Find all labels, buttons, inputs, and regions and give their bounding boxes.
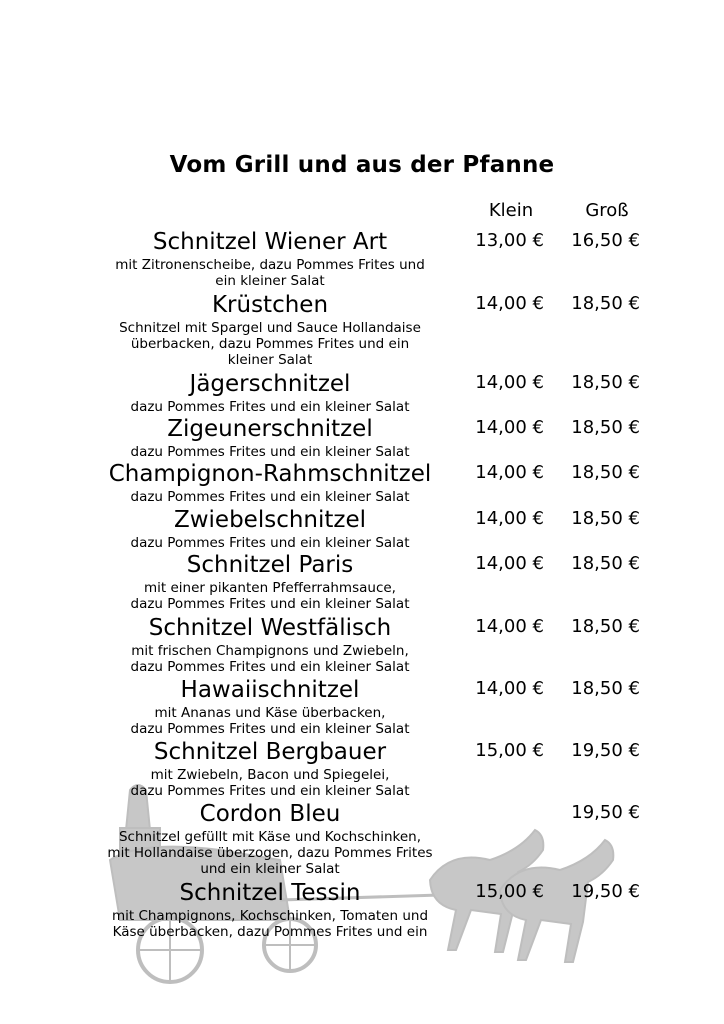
menu-item-description-line: ein kleiner Salat: [215, 273, 325, 289]
menu-item-description: [90, 829, 450, 877]
menu-item-name: Hawaiischnitzel: [180, 677, 360, 703]
price-klein: 13,00 €: [475, 230, 544, 251]
menu-item-description-line: dazu Pommes Frites und ein kleiner Salat: [130, 596, 410, 612]
menu-item-description-line: mit einer pikanten Pfefferrahmsauce,: [144, 580, 396, 596]
menu-item-description-line: kleiner Salat: [227, 352, 313, 368]
column-header-gross: Groß: [585, 200, 629, 221]
price-klein: 15,00 €: [475, 740, 544, 761]
price-klein: 14,00 €: [475, 462, 544, 483]
price-klein: 15,00 €: [475, 881, 544, 902]
menu-item-description: [90, 489, 450, 505]
menu-item-name: Cordon Bleu: [199, 801, 341, 827]
menu-item-description-line: mit Zwiebeln, Bacon und Spiegelei,: [150, 767, 390, 783]
price-klein: 14,00 €: [475, 616, 544, 637]
price-gross: 18,50 €: [571, 417, 640, 438]
price-gross: 18,50 €: [571, 508, 640, 529]
menu-item-description-line: mit Hollandaise überzogen, dazu Pommes Frites: [107, 845, 433, 861]
menu-item-name: Schnitzel Westfälisch: [148, 615, 392, 641]
menu-item-description: [90, 399, 450, 415]
menu-item-name: Champignon-Rahmschnitzel: [108, 461, 432, 487]
price-gross: 16,50 €: [571, 230, 640, 251]
menu-item-description: [90, 908, 450, 940]
price-gross: 19,50 €: [571, 740, 640, 761]
menu-item-description-line: Käse überbacken, dazu Pommes Frites und ein: [112, 924, 428, 940]
menu-item-description: [90, 705, 450, 737]
price-klein: 14,00 €: [475, 417, 544, 438]
menu-item-description-line: Schnitzel mit Spargel und Sauce Hollandaise: [119, 320, 421, 336]
menu-item-description-line: dazu Pommes Frites und ein kleiner Salat: [130, 444, 410, 460]
price-klein: 14,00 €: [475, 508, 544, 529]
menu-item-name: Schnitzel Bergbauer: [153, 739, 387, 765]
menu-item-description-line: mit Ananas und Käse überbacken,: [154, 705, 386, 721]
price-klein: 14,00 €: [475, 678, 544, 699]
menu-item-description-line: dazu Pommes Frites und ein kleiner Salat: [130, 659, 410, 675]
menu-item-description-line: mit Champignons, Kochschinken, Tomaten und: [111, 908, 429, 924]
menu-section-title: Vom Grill und aus der Pfanne: [169, 152, 555, 178]
price-klein: 14,00 €: [475, 553, 544, 574]
menu-item-description-line: und ein kleiner Salat: [200, 861, 340, 877]
column-header-klein: Klein: [488, 200, 534, 221]
menu-item-name: Schnitzel Tessin: [179, 880, 361, 906]
price-gross: 19,50 €: [571, 802, 640, 823]
menu-item-description-line: dazu Pommes Frites und ein kleiner Salat: [130, 535, 410, 551]
price-gross: 19,50 €: [571, 881, 640, 902]
menu-item-description-line: dazu Pommes Frites und ein kleiner Salat: [130, 721, 410, 737]
price-gross: 18,50 €: [571, 553, 640, 574]
menu-item-description: [90, 444, 450, 460]
price-gross: 18,50 €: [571, 616, 640, 637]
menu-item-description: [90, 580, 450, 612]
menu-item-description: [90, 257, 450, 289]
menu-item-description-line: dazu Pommes Frites und ein kleiner Salat: [130, 783, 410, 799]
price-gross: 18,50 €: [571, 678, 640, 699]
menu-item-description-line: mit frischen Champignons und Zwiebeln,: [131, 643, 409, 659]
menu-item-description: [90, 320, 450, 368]
menu-item-description: [90, 535, 450, 551]
price-klein: 14,00 €: [475, 293, 544, 314]
price-klein: 14,00 €: [475, 372, 544, 393]
menu-item-description-line: überbacken, dazu Pommes Frites und ein: [130, 336, 410, 352]
menu-item-name: Zigeunerschnitzel: [167, 416, 373, 442]
menu-item-name: Schnitzel Paris: [186, 552, 354, 578]
menu-item-description: [90, 643, 450, 675]
menu-item-description: [90, 767, 450, 799]
menu-item-name: Jägerschnitzel: [189, 371, 351, 397]
menu-item-description-line: Schnitzel gefüllt mit Käse und Kochschinken,: [118, 829, 422, 845]
menu-item-name: Zwiebelschnitzel: [173, 507, 367, 533]
menu-item-description-line: dazu Pommes Frites und ein kleiner Salat: [130, 399, 410, 415]
menu-item-name: Krüstchen: [211, 292, 329, 318]
menu-item-description-line: mit Zitronenscheibe, dazu Pommes Frites und: [115, 257, 425, 273]
price-gross: 18,50 €: [571, 372, 640, 393]
price-gross: 18,50 €: [571, 462, 640, 483]
menu-item-name: Schnitzel Wiener Art: [152, 229, 388, 255]
menu-item-description-line: dazu Pommes Frites und ein kleiner Salat: [130, 489, 410, 505]
price-gross: 18,50 €: [571, 293, 640, 314]
